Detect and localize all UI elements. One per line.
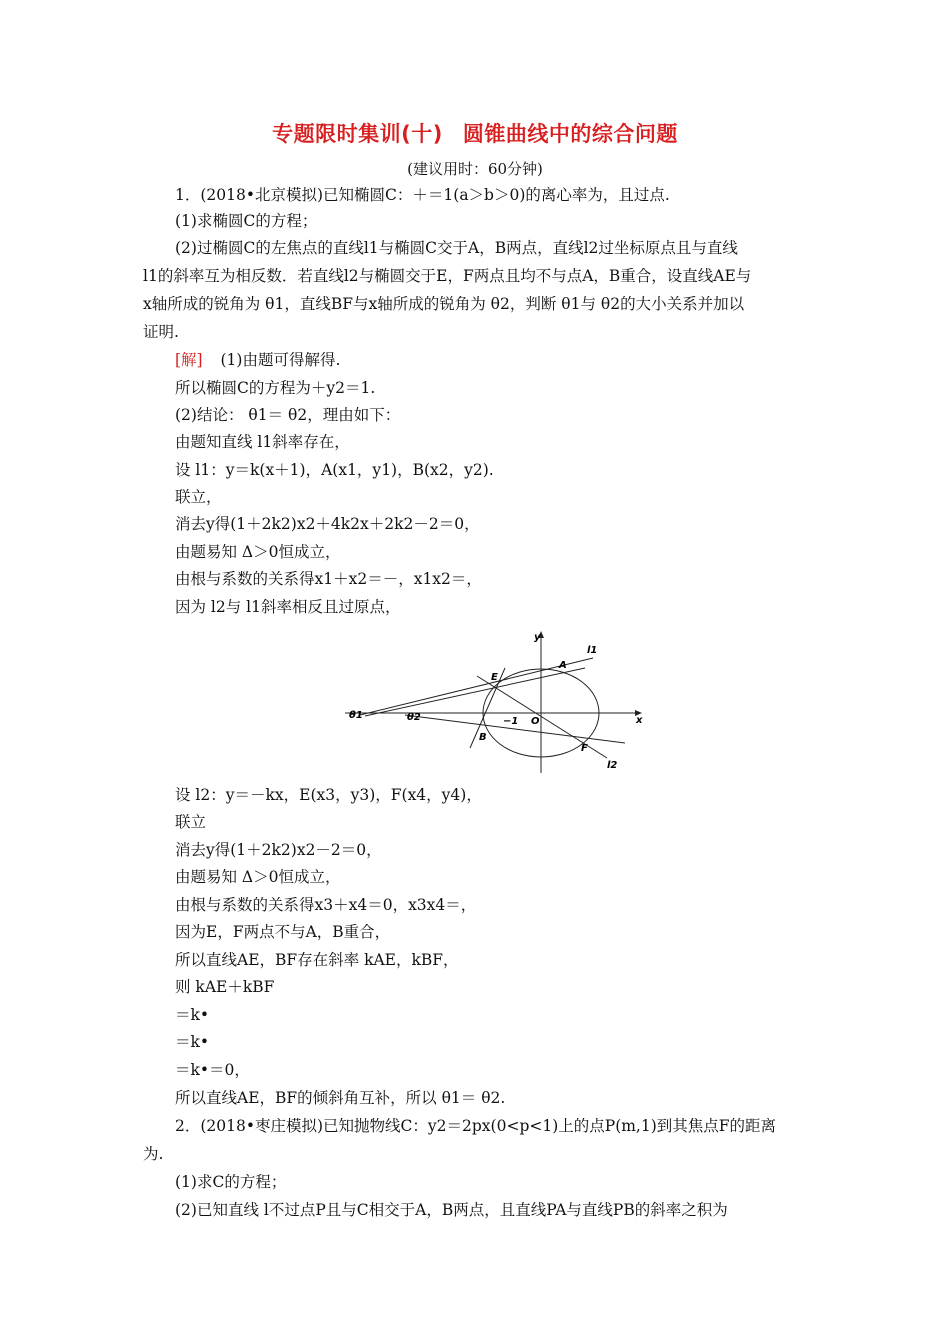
problem-1-part-2-cont: l1的斜率互为相反数．若直线l2与椭圆交于E，F两点且均不与点A，B重合，设直线AE与: [143, 267, 752, 285]
line-be: [470, 668, 505, 748]
solution-line: ＝k•: [175, 1006, 210, 1024]
label-a: A: [559, 660, 567, 671]
label-y: y: [534, 632, 541, 643]
label-theta1: θ1: [349, 710, 363, 721]
title-sub: 圆锥曲线中的综合问题: [462, 122, 678, 146]
solution-line: 消去y得(1＋2k2)x2－2＝0，: [175, 841, 382, 859]
suggested-time: (建议用时：60分钟): [407, 160, 543, 178]
solution-line: 联立，: [175, 488, 222, 506]
solution-step: (1)由题可得解得.: [220, 351, 341, 369]
label-theta2: θ2: [407, 712, 421, 723]
solution-line: ＝k•: [175, 1033, 210, 1051]
solution-line: 所以直线AE，BF的倾斜角互补，所以 θ1＝ θ2.: [175, 1089, 506, 1107]
solution-line: 由根与系数的关系得x3＋x4＝0，x3x4＝，: [175, 896, 477, 914]
label-e: E: [491, 672, 498, 683]
solution-line: 消去y得(1＋2k2)x2＋4k2x＋2k2－2＝0，: [175, 515, 480, 533]
solution-line: 因为 l2与 l1斜率相反且过原点，: [175, 598, 401, 616]
ellipse-figure: [345, 628, 655, 776]
label-x: x: [636, 715, 643, 726]
title-main: 专题限时集训(十): [272, 122, 443, 146]
solution-line: ＝k•＝0，: [175, 1061, 250, 1079]
problem-2-statement: 2．(2018•枣庄模拟)已知抛物线C：y2＝2px(0<p<1)上的点P(m,1)到其焦点F的距离: [175, 1117, 777, 1135]
solution-line: 则 kAE＋kBF: [175, 978, 275, 996]
problem-1-part-1: (1)求椭圆C的方程；: [175, 212, 318, 230]
page-title: [0, 118, 950, 148]
problem-1-part-2-cont: 证明.: [143, 323, 179, 341]
solution-line: 所以椭圆C的方程为＋y2＝1.: [175, 379, 376, 397]
solution-line: 设 l1：y＝k(x＋1)，A(x1，y1)，B(x2，y2).: [175, 461, 494, 479]
problem-1-statement: 1．(2018•北京模拟)已知椭圆C：＋＝1(a＞b＞0)的离心率为，且过点.: [175, 186, 670, 204]
label-origin: O: [531, 716, 540, 727]
problem-2-part-1: (1)求C的方程；: [175, 1173, 287, 1191]
label-minus-one: −1: [503, 716, 519, 727]
solution-line: 由题知直线 l1斜率存在，: [175, 433, 350, 451]
solution-line: (2)结论： θ1＝ θ2，理由如下：: [175, 406, 401, 424]
label-b: B: [479, 732, 487, 743]
problem-2-statement-cont: 为.: [143, 1145, 164, 1163]
solution-line: 由题易知 Δ＞0恒成立，: [175, 543, 341, 561]
solution-line: 由根与系数的关系得x1＋x2＝－，x1x2＝，: [175, 570, 482, 588]
solution-line: 所以直线AE，BF存在斜率 kAE，kBF，: [175, 951, 459, 969]
solution-line: [175, 350, 340, 370]
solution-line: 因为E，F两点不与A，B重合，: [175, 923, 391, 941]
solution-line: 设 l2：y＝－kx，E(x3，y3)，F(x4，y4)，: [175, 786, 482, 804]
solution-tag: [解]: [175, 351, 203, 369]
solution-line: 由题易知 Δ＞0恒成立，: [175, 868, 341, 886]
problem-1-part-2: (2)过椭圆C的左焦点的直线l1与椭圆C交于A，B两点，直线l2过坐标原点且与直线: [175, 239, 738, 257]
label-l2: l2: [607, 760, 618, 771]
problem-2-part-2: (2)已知直线 l不过点P且与C相交于A，B两点，且直线PA与直线PB的斜率之积为: [175, 1201, 728, 1219]
label-f: F: [581, 743, 588, 754]
label-l1: l1: [587, 645, 598, 656]
problem-1-part-2-cont: x轴所成的锐角为 θ1，直线BF与x轴所成的锐角为 θ2，判断 θ1与 θ2的大小关系并加以: [143, 295, 745, 313]
line-ae: [365, 668, 585, 716]
solution-line: 联立: [175, 813, 207, 831]
